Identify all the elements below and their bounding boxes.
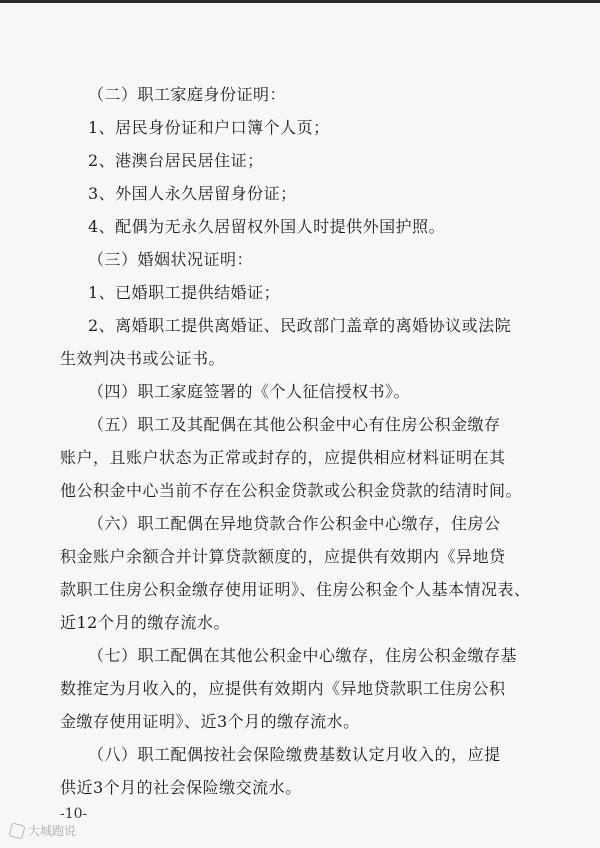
paragraph-line: 他公积金中心当前不存在公积金贷款或公积金贷款的结清时间。: [60, 481, 523, 500]
list-item: 4、配偶为无永久居留权外国人时提供外国护照。: [88, 217, 446, 236]
list-item: 2、离婚职工提供离婚证、民政部门盖章的离婚协议或法院: [88, 316, 512, 335]
section-8-paragraph: （八）职工配偶按社会保险缴费基数认定月收入的，应提: [88, 745, 501, 764]
top-border-line: [0, 0, 600, 3]
paragraph-line: 金缴存使用证明》、近3个月的缴存流水。: [60, 712, 360, 731]
watermark-logo-icon: [8, 822, 25, 839]
section-7-paragraph: （七）职工配偶在其他公积金中心缴存，住房公积金缴存基: [88, 646, 518, 665]
section-2-heading: （二）职工家庭身份证明：: [88, 85, 287, 104]
list-item-continuation: 生效判决书或公证书。: [60, 349, 226, 368]
list-item: 3、外国人永久居留身份证；: [88, 184, 297, 203]
list-item: 1、居民身份证和户口簿个人页；: [88, 118, 330, 137]
paragraph-line: 账户，且账户状态为正常或封存的，应提供相应材料证明在其: [60, 448, 506, 467]
paragraph-line: 近12个月的缴存流水。: [60, 613, 230, 632]
watermark: [10, 822, 76, 839]
list-item: 2、港澳台居民居住证；: [88, 151, 264, 170]
page-number: -10-: [60, 806, 88, 822]
paragraph-line: 款职工住房公积金缴存使用证明》、住房公积金个人基本情况表、: [60, 580, 531, 599]
watermark-text: 大城跑说: [28, 824, 77, 838]
section-6-paragraph: （六）职工配偶在异地贷款合作公积金中心缴存，住房公: [88, 514, 501, 533]
section-4-paragraph: （四）职工家庭签署的《个人征信授权书》。: [88, 382, 411, 401]
list-item: 1、已婚职工提供结婚证；: [88, 283, 281, 302]
section-3-heading: （三）婚姻状况证明：: [88, 250, 254, 269]
paragraph-line: 供近3个月的社会保险缴交流水。: [60, 778, 302, 797]
paragraph-line: 数推定为月收入的，应提供有效期内《异地贷款职工住房公积: [60, 679, 506, 698]
paragraph-line: 积金账户余额合并计算贷款额度的，应提供有效期内《异地贷: [60, 547, 506, 566]
section-5-paragraph: （五）职工及其配偶在其他公积金中心有住房公积金缴存: [88, 415, 501, 434]
